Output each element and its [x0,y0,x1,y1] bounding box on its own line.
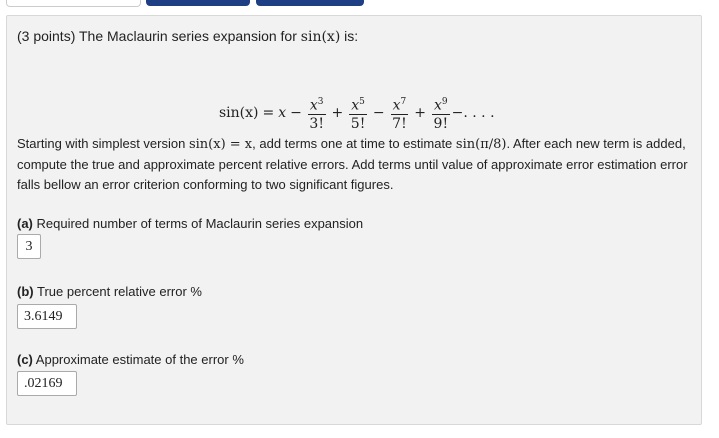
part-text: True percent relative error % [37,284,202,299]
fraction-exp: 5 [359,96,365,107]
term-sign: + [414,105,426,121]
description-math: sin(x) = x [188,137,253,152]
part-letter: (a) [17,216,33,231]
question-description [17,134,697,195]
part-a-label [17,216,363,231]
formula-tail: −. . . . [451,105,495,121]
part-c-label [17,352,244,367]
term-sign: − [372,105,385,121]
tab-previous[interactable] [6,0,141,7]
part-text: Required number of terms of Maclaurin series expansion [36,216,364,231]
fraction-den: 7! [392,116,407,133]
fraction-den: 3! [309,116,324,133]
tab-button-2[interactable] [256,0,364,6]
description-part: . After each new term is added, compute the true and approximate percent relative errors. Add terms until value of approximate error estimation error falls bellow an error criterion conforming to two significant figures. [17,136,688,192]
formula-equals: = [262,105,275,121]
description-part: Starting with simplest version [17,136,186,151]
answer-b-field[interactable] [17,304,77,329]
fraction-base: x [392,97,401,114]
fraction-base: x [351,97,360,114]
part-letter: (c) [17,352,33,367]
question-intro: The Maclaurin series expansion for [79,28,297,44]
fraction-exp: 9 [441,96,448,107]
points-label: (3 points) [17,28,76,44]
formula-fraction [308,94,326,133]
formula-fraction [349,94,367,133]
description-part: , add terms one at time to estimate [252,136,453,151]
fraction-den: 5! [350,116,366,133]
formula-lhs: sin(x) [219,105,259,121]
fraction-base: x [309,97,318,114]
top-tab-bar [0,0,719,8]
formula-x: x [278,105,287,121]
fraction-exp: 7 [400,96,407,107]
answer-a-field[interactable] [17,234,41,259]
term-sign: + [331,105,344,121]
part-text: Approximate estimate of the error % [35,352,244,367]
answer-value: 3.6149 [24,308,63,324]
question-title [17,28,358,45]
formula-fraction [391,94,409,133]
question-func: sin(x) [300,29,341,45]
answer-c-field[interactable] [17,371,77,396]
fraction-den: 9! [433,116,449,133]
question-is: is: [344,28,359,44]
tab-button-1[interactable] [146,0,250,6]
formula-fraction [432,94,450,133]
description-math: sin(π/8) [455,137,507,152]
answer-value: 3 [25,238,33,254]
fraction-base: x [434,97,442,114]
answer-value: .02169 [24,375,63,391]
part-letter: (b) [17,284,34,299]
fraction-exp: 3 [317,96,324,107]
question-box [6,15,702,425]
term-sign: − [290,105,302,121]
part-b-label [17,284,202,299]
